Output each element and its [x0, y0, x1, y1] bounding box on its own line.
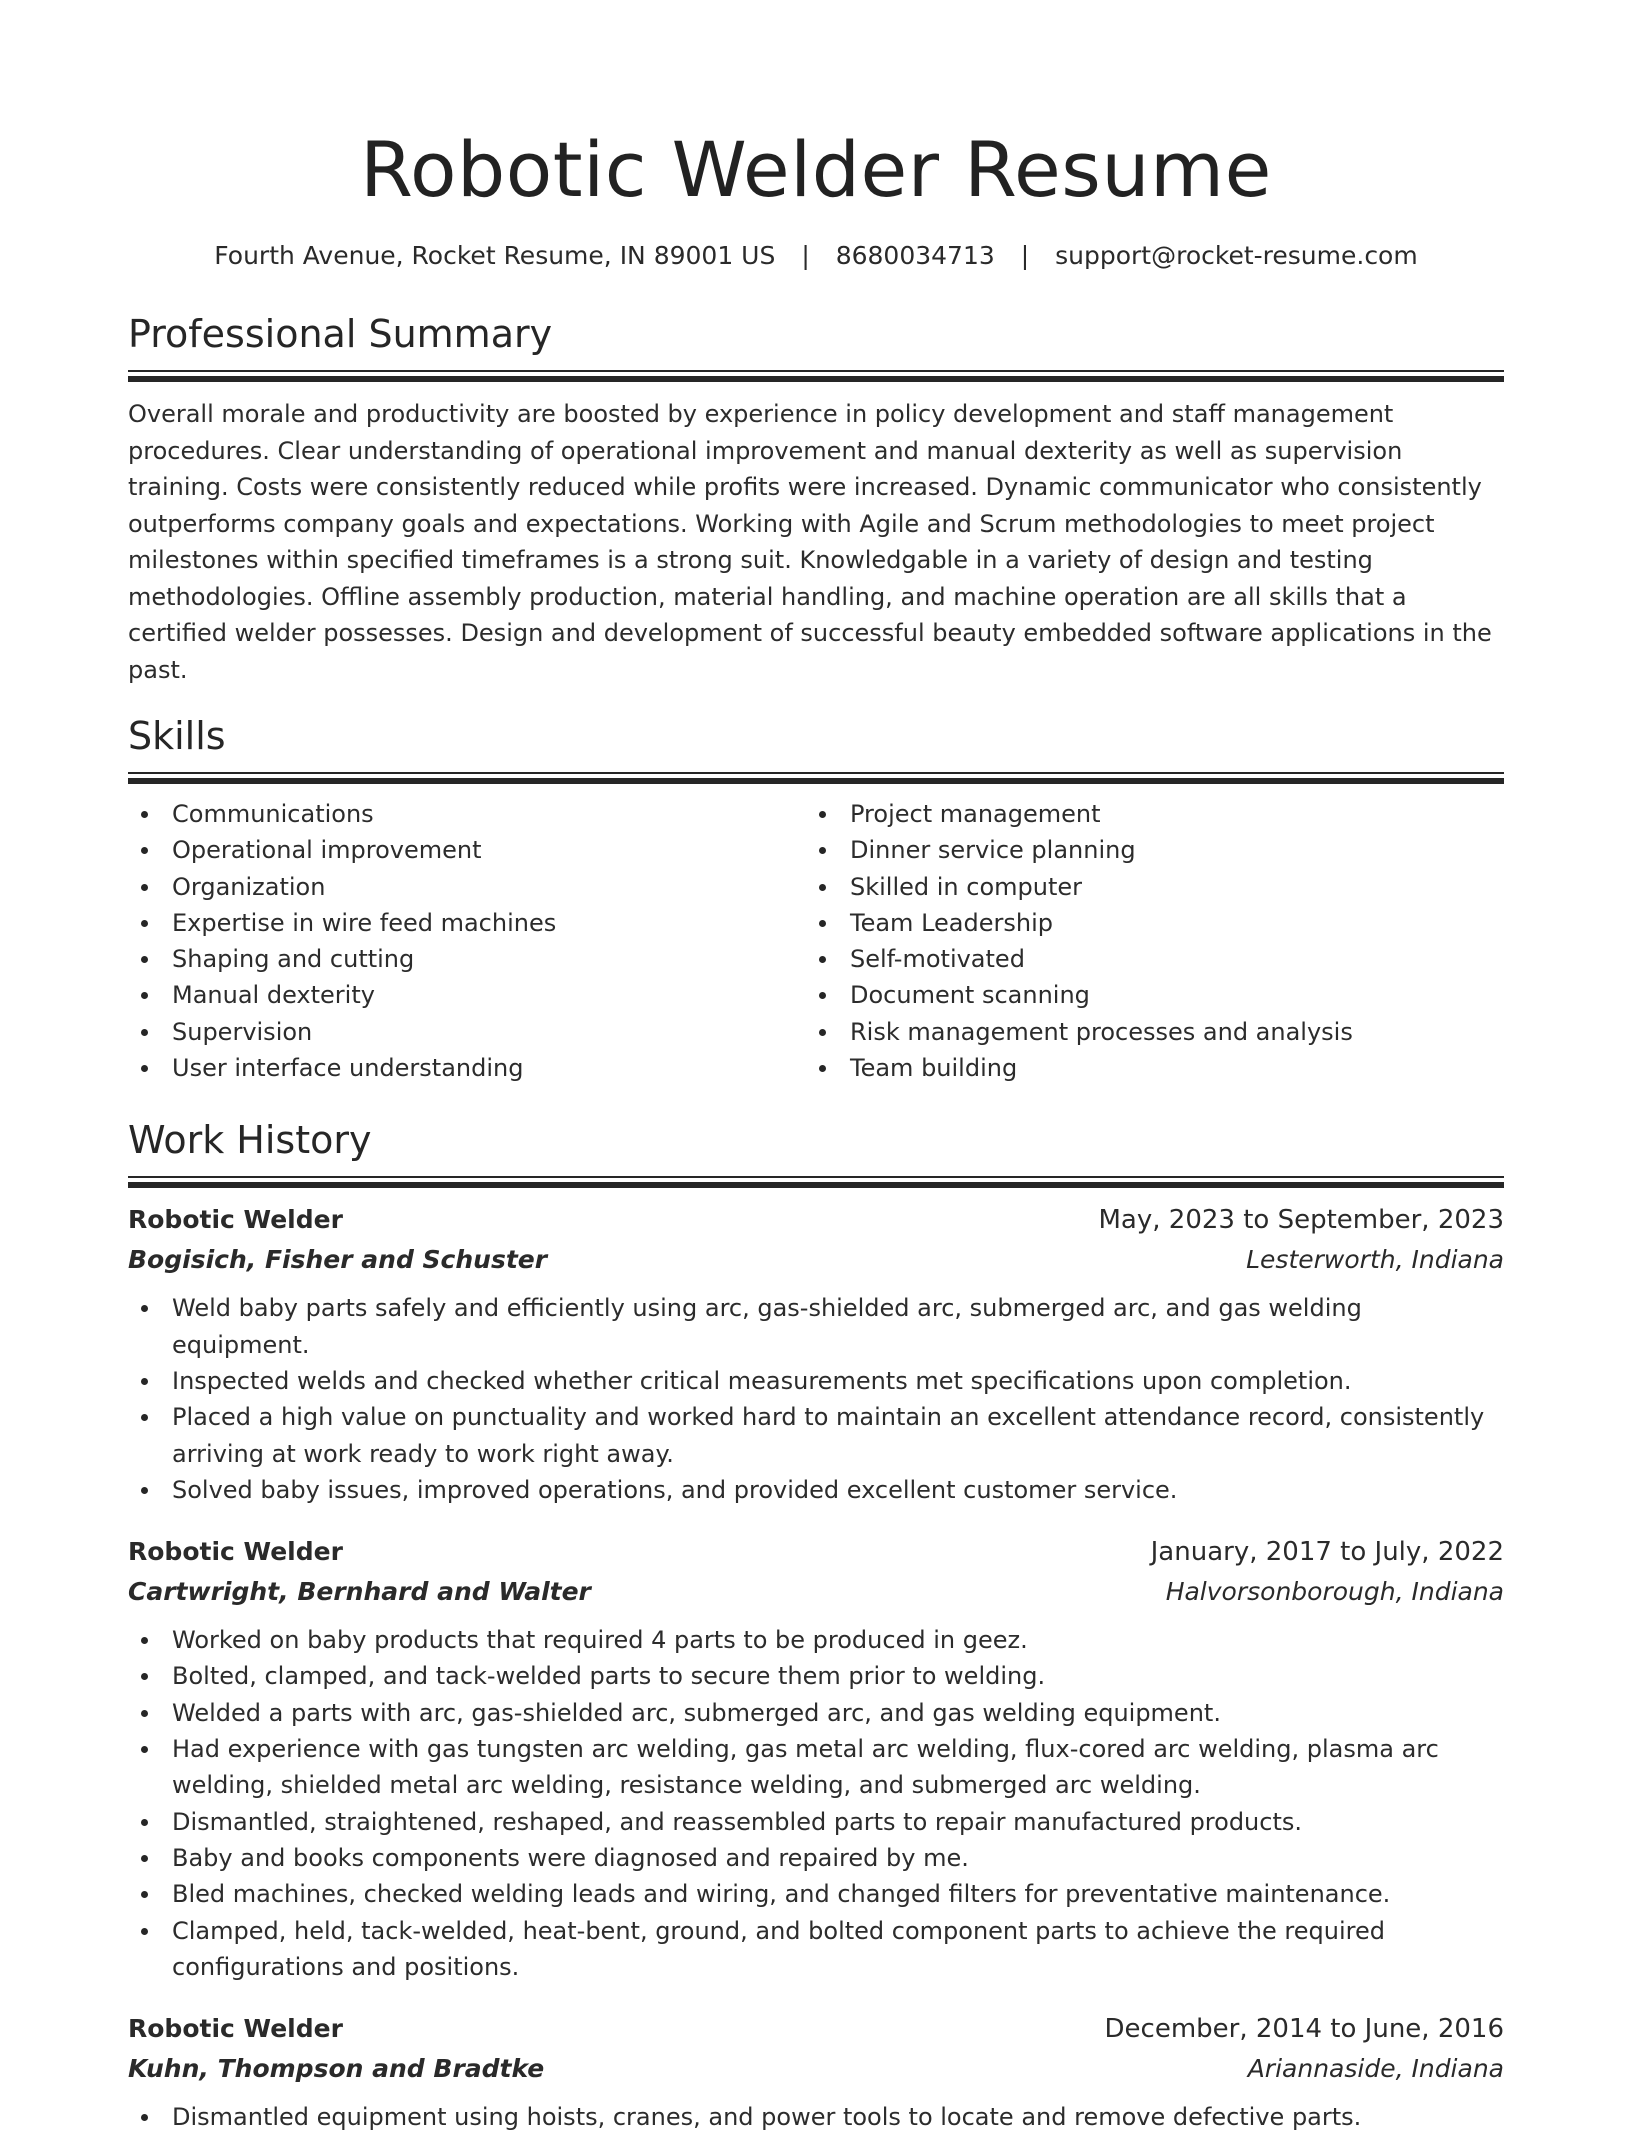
job-company: Kuhn, Thompson and Bradtke — [128, 2054, 545, 2084]
skill-item: Self-motivated — [806, 941, 1484, 977]
job-title: Robotic Welder — [128, 2014, 343, 2044]
skill-item: Manual dexterity — [128, 977, 806, 1013]
skill-item: Skilled in computer — [806, 869, 1484, 905]
skills-list-right — [806, 796, 1484, 1086]
section-divider — [128, 772, 1504, 786]
job-dates: December, 2014 to June, 2016 — [1104, 2014, 1504, 2045]
job-location: Ariannaside, Indiana — [1247, 2054, 1504, 2084]
contact-address: Fourth Avenue, Rocket Resume, IN 89001 US — [214, 241, 776, 270]
job-subheader — [128, 1572, 1504, 1612]
skill-item: Risk management processes and analysis — [806, 1014, 1484, 1050]
job-company: Bogisich, Fisher and Schuster — [128, 1245, 548, 1275]
contact-email: support@rocket-resume.com — [1055, 241, 1418, 270]
job-bullet: Dismantled equipment using hoists, cranes, and power tools to locate and remove defective parts. — [128, 2099, 1504, 2135]
work-history-heading: Work History — [128, 1118, 372, 1163]
job-entry — [128, 2009, 1504, 2135]
skill-item: Expertise in wire feed machines — [128, 905, 806, 941]
contact-separator: | — [1020, 241, 1030, 270]
job-bullet: Inspected welds and checked whether critical measurements met specifications upon completion. — [128, 1363, 1504, 1399]
skill-item: Team building — [806, 1050, 1484, 1086]
skills-heading: Skills — [128, 714, 226, 758]
job-location: Lesterworth, Indiana — [1246, 1245, 1504, 1275]
job-title: Robotic Welder — [128, 1537, 343, 1567]
job-dates: January, 2017 to July, 2022 — [1150, 1537, 1504, 1568]
job-bullet: Weld baby parts safely and efficiently using arc, gas-shielded arc, submerged arc, and gas welding equipment. — [128, 1290, 1504, 1363]
skills-list-left — [128, 796, 806, 1086]
work-history-section — [128, 1116, 1504, 2135]
skill-item: Project management — [806, 796, 1484, 832]
skill-item: User interface understanding — [128, 1050, 806, 1086]
job-header — [128, 1532, 1504, 1572]
skill-item: Supervision — [128, 1014, 806, 1050]
section-divider — [128, 370, 1504, 384]
job-title: Robotic Welder — [128, 1205, 343, 1235]
summary-text: Overall morale and productivity are boosted by experience in policy development and staff management procedures. Clear understanding of operational improvement and manual dexterity as well as supervision training. Costs were consistently reduced while profits were increased. Dynamic communicator who consistently outperforms company goals and expectations. Working with Agile and Scrum methodologies to meet project milestones within specified timeframes is a strong suit. Knowledgable in a variety of design and testing methodologies. Offline assembly production, material handling, and machine operation are all skills that a certified welder possesses. Design and development of successful beauty embedded software applications in the past. — [128, 400, 1492, 684]
contact-separator: | — [801, 241, 810, 270]
job-subheader — [128, 2049, 1504, 2089]
skills-columns — [128, 796, 1504, 1086]
job-bullet: Clamped, held, tack-welded, heat-bent, ground, and bolted component parts to achieve the required configurations and positions. — [128, 1913, 1504, 1986]
job-bullet: Dismantled, straightened, reshaped, and reassembled parts to repair manufactured products. — [128, 1804, 1504, 1840]
job-bullet: Baby and books components were diagnosed and repaired by me. — [128, 1840, 1504, 1876]
job-entry — [128, 1200, 1504, 1508]
job-bullet: Bolted, clamped, and tack-welded parts to secure them prior to welding. — [128, 1658, 1504, 1694]
job-bullet: Solved baby issues, improved operations, and provided excellent customer service. — [128, 1472, 1504, 1508]
job-company: Cartwright, Bernhard and Walter — [128, 1577, 591, 1607]
job-entry — [128, 1532, 1504, 1985]
job-bullet: Welded a parts with arc, gas-shielded arc, submerged arc, and gas welding equipment. — [128, 1695, 1504, 1731]
skill-item: Shaping and cutting — [128, 941, 806, 977]
resume-title: Robotic Welder Resume — [360, 125, 1272, 214]
skill-item: Document scanning — [806, 977, 1484, 1013]
summary-heading: Professional Summary — [128, 312, 553, 356]
job-header — [128, 2009, 1504, 2049]
job-subheader — [128, 1240, 1504, 1280]
job-location: Halvorsonborough, Indiana — [1165, 1577, 1504, 1607]
job-bullet: Placed a high value on punctuality and worked hard to maintain an excellent attendance record, consistently arriving at work ready to work right away. — [128, 1399, 1504, 1472]
skill-item: Dinner service planning — [806, 832, 1484, 868]
job-bullets — [128, 1622, 1504, 1985]
section-divider — [128, 1176, 1504, 1190]
job-header — [128, 1200, 1504, 1240]
skills-section — [128, 712, 1504, 1086]
job-bullets — [128, 2099, 1504, 2135]
job-bullet: Worked on baby products that required 4 parts to be produced in geez. — [128, 1622, 1504, 1658]
job-dates: May, 2023 to September, 2023 — [1098, 1205, 1504, 1236]
skill-item: Operational improvement — [128, 832, 806, 868]
summary-section — [128, 310, 1504, 688]
job-bullet: Had experience with gas tungsten arc welding, gas metal arc welding, flux-cored arc welding, plasma arc welding, shielded metal arc welding, resistance welding, and submerged arc welding. — [128, 1731, 1504, 1804]
contact-phone: 8680034713 — [835, 241, 995, 270]
skill-item: Team Leadership — [806, 905, 1484, 941]
job-bullets — [128, 1290, 1504, 1508]
resume-page — [128, 0, 1504, 2135]
job-bullet: Bled machines, checked welding leads and wiring, and changed filters for preventative maintenance. — [128, 1876, 1504, 1912]
skill-item: Organization — [128, 869, 806, 905]
skill-item: Communications — [128, 796, 806, 832]
contact-line — [128, 240, 1504, 272]
